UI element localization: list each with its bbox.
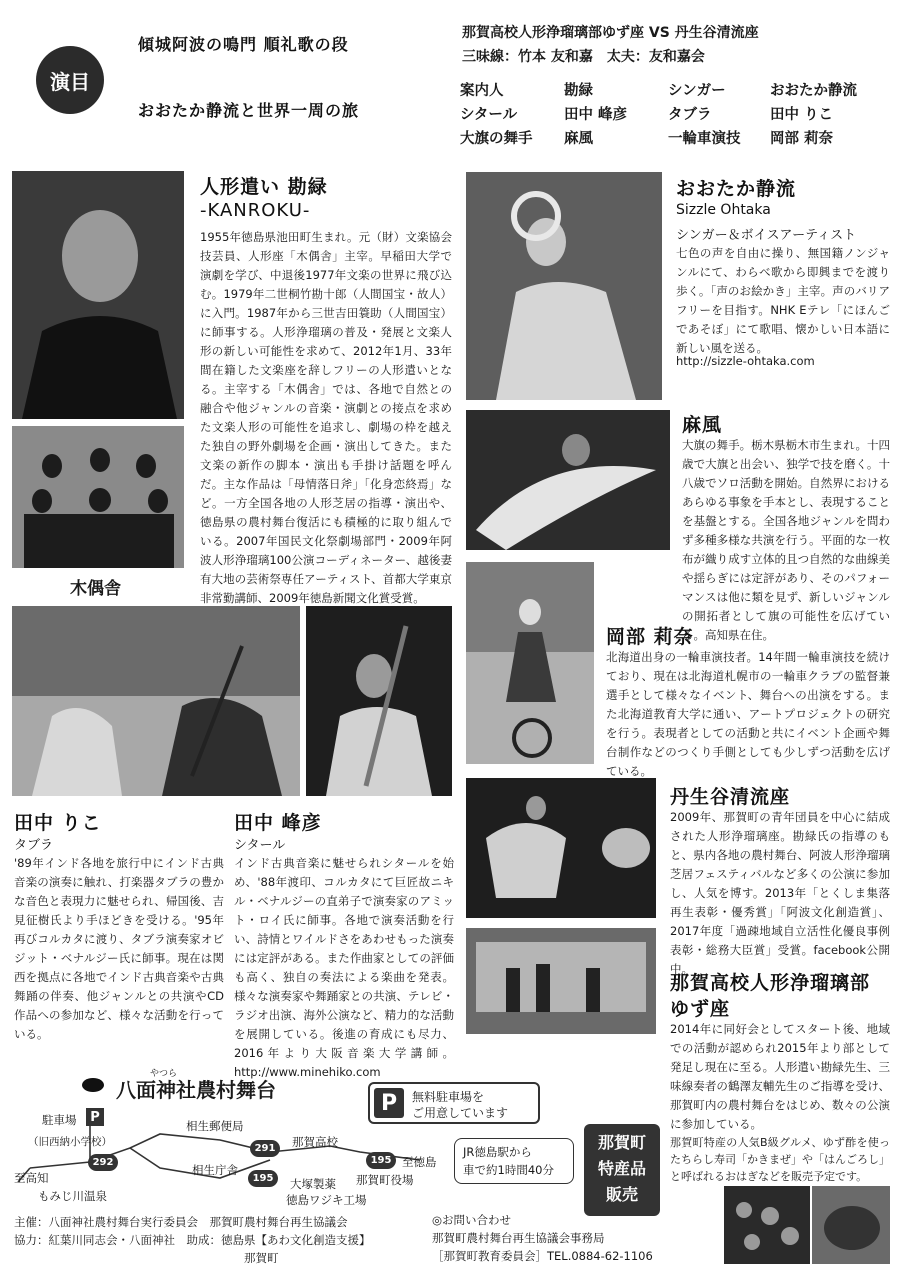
- riko-bio: '89年インド各地を旅行中にインド古典音楽の演奏に触れ、打楽器タブラの豊かな音色と表現力に魅せられ、帰国後、吉見征樹氏より手ほどきを受ける。'95年再びコルカタに渡り、タブラ演奏家オビジット・ベナルジー氏に師事。現在は関西を拠点に各地でインド古典音楽や古典舞踊の伴奏、他ジャンルとの共演やCD作品への参加など、様々な活動を行っている。: [14, 856, 224, 1041]
- map-label-school: （旧西納小学校）: [28, 1136, 112, 1148]
- yuzuza-name-2: ゆず座: [670, 998, 731, 1020]
- kanroku-bio: 1955年徳島県池田町生まれ。元（財）文楽協会技芸員、人形座「木偶舎」主宰。早稲田大学で演劇を学び、中退後1977年文楽の世界に飛び込む。1979年二世桐竹勘十郎（人間国宝・故人）に入門。1987年から三世吉田簑助（人間国宝）に師事する。人形浄瑠璃の普及・発展と文楽人形の新しい可能性を求めて、2012年1月、33年間在籍した文楽座を辞しフリーの人形遣いとなる。主宰する「木偶舎」では、各地で自然との融合や他ジャンルの音楽・演劇との接点を求めた文楽人形の可能性を追求し、劇場の枠を越えた独自の野外劇場を企画・演出してきた。また文楽の新作の脚本・演出も手掛け話題を呼んだ。主な作品は「母情落日斧」「化身恋終焉」など。一方全国各地の人形芝居の指導・演出や、徳島県の農村舞台復活にも積極的に取り組んでいる。2007年国民文化祭劇場部門・2009年阿波人形浄瑠璃100公演コーディネーター、越後妻有大地の芸術祭専任アーティスト、首都大学東京非常勤講師、2009年徳島新聞文化賞受賞。: [200, 230, 452, 605]
- deguchi-caption: 木偶舎: [70, 579, 121, 599]
- map-label-ohkura: 大塚製薬: [290, 1177, 336, 1191]
- ohtaka-photo: [466, 172, 662, 400]
- asakaze-photo: [466, 410, 670, 550]
- map-label-wajiki: 徳島ワジキ工場: [286, 1193, 367, 1207]
- ohagi-photo: [812, 1186, 890, 1264]
- match-title: 那賀高校人形浄瑠璃部ゆず座 VS 丹生谷清流座: [462, 25, 759, 41]
- map-label-parking: 駐車場: [42, 1113, 77, 1127]
- venue-name: 八面神社農村舞台: [116, 1078, 276, 1102]
- yuzuza-photo: [466, 928, 656, 1034]
- okabe-bio: 北海道出身の一輪車演技者。14年間一輪車演技を続けており、現在は北海道札幌市の一輪車クラブの監督兼選手として様々なイベント、舞台への出演をする。また北海道教育大学に通い、アートプロジェクトの研究を行う。表現者としての活動と共にイベント企画や舞台制作などのつくり手側としても少しずつ活動を広げている。: [606, 650, 890, 778]
- cast-row: 大旗の舞手 麻風 一輪車演技 岡部 莉奈: [460, 131, 834, 147]
- ohtaka-roman: Sizzle Ohtaka: [676, 202, 771, 218]
- map-label-post: 相生郵便局: [186, 1119, 244, 1133]
- map-label-onsen: もみじ川温泉: [38, 1189, 107, 1203]
- footer-host: 主催：八面神社農村舞台実行委員会 那賀町農村舞台再生協議会: [14, 1215, 348, 1229]
- specialty-text: 那賀町特産の人気B級グルメ、ゆず酢を使ったちらし寿司「かきまぜ」や「はんごろし」と呼ばれるおはぎなどを販売予定です。: [670, 1136, 890, 1183]
- minehiko-role: シタール: [234, 838, 286, 853]
- tabla-sitar-photo: [12, 606, 300, 796]
- program-title-1: 傾城阿波の鳴門 順礼歌の段: [138, 35, 349, 54]
- map-label-kochi: 至高知: [14, 1171, 49, 1185]
- map-parking-icon: P: [86, 1108, 104, 1126]
- specialty-line-2: 特産品: [597, 1159, 646, 1178]
- route-badge: 291: [250, 1140, 280, 1157]
- riko-role: タブラ: [14, 838, 54, 853]
- access-line-1: JR徳島駅から: [463, 1145, 532, 1159]
- contact-org: 那賀町農村舞台再生協議会事務局: [432, 1231, 605, 1245]
- asakaze-name: 麻風: [682, 414, 723, 436]
- cast-row: 案内人 勘緑 シンガー おおたか静流: [460, 83, 857, 99]
- minehiko-bio: インド古典音楽に魅せられシタールを始め、'88年渡印、コルカタにて巨匠故ニキル・ベナルジーの直弟子で演奏家のアミット・ロイ氏に師事。各地で演奏活動を行い、詩情とワイルドさをあわせもった演奏には定評がある。また作曲家としての評価も高く、独自の奏法による楽曲を発表。様々な演奏家や舞踊家との共演、テレビ・ラジオ出演、海外公演など、精力的な活動を展開している。後進の育成にも尽力、2016年より大阪音楽大学講師。http://www.minehiko.com: [234, 856, 454, 1079]
- map-label-high: 那賀高校: [292, 1135, 338, 1149]
- asakaze-bio: 大旗の舞手。栃木県栃木市生まれ。十四歳で大旗と出会い、独学で技を磨く。十八歳でソロ活動を開始。自然界におけるあらゆる事象を手本とし、表現することを基盤とする。全国各地ジャンルを問わず多種多様な共演を行う。平面的な一枚布が織り成す立体的且つ自然的な曲線美や揺らぎには定評があり、そのパフォーマンスは他に類を見ず、新しいジャンルの開拓者として旗の可能性を広げている。高知県在住。: [682, 438, 890, 642]
- riko-name: 田中 りこ: [14, 812, 102, 834]
- cast-row: シタール 田中 峰彦 タブラ 田中 りこ: [460, 107, 834, 123]
- okabe-name: 岡部 莉奈: [606, 626, 694, 648]
- specialty-line-1: 那賀町: [597, 1133, 646, 1152]
- kanroku-name: 人形遣い 勘緑: [200, 176, 328, 198]
- access-box: [454, 1138, 574, 1184]
- ohtaka-url[interactable]: http://sizzle-ohtaka.com: [676, 354, 815, 368]
- niuya-bio: 2009年、那賀町の青年団員を中心に結成された人形浄瑠璃座。勘緑氏の指導のもと、県内各地の農村舞台、阿波人形浄瑠璃芝居フェスティバルなど多くの公演に参加し、人気を博す。2013年「とくしま集落再生表彰・優秀賞」「阿波文化創造賞」、2017年度「過疎地域自立活性化優良事例表彰・総務大臣賞」受賞。facebook公開中。: [670, 810, 890, 976]
- cast-table: [460, 78, 857, 150]
- map-label-office: 相生庁舎: [192, 1163, 238, 1177]
- parking-note-2: ご用意しています: [412, 1106, 509, 1120]
- yuzuza-name-1: 那賀高校人形浄瑠璃部: [670, 972, 871, 994]
- route-badge: 292: [88, 1154, 118, 1171]
- map-label-town: 那賀町役場: [356, 1173, 414, 1187]
- ohtaka-name: おおたか静流: [676, 178, 797, 200]
- footer-cooperate-2: 那賀町: [244, 1251, 279, 1265]
- shamisen-line: 三味線：竹本 友和嘉 太夫：友和嘉会: [462, 49, 705, 65]
- specialty-line-3: 販売: [605, 1185, 638, 1204]
- route-badge: 195: [366, 1152, 396, 1169]
- venue-ruby: やつら: [150, 1069, 178, 1079]
- kakimaze-photo: [724, 1186, 810, 1264]
- asakaze-bio-1: [682, 436, 890, 642]
- niuya-photo: [466, 778, 656, 918]
- specialty-badge: [584, 1124, 660, 1216]
- ohtaka-role: シンガー＆ボイスアーティスト: [676, 228, 857, 243]
- program-badge: 演目: [36, 46, 104, 114]
- parking-icon: P: [374, 1088, 404, 1118]
- parking-note-1: 無料駐車場を: [412, 1090, 485, 1104]
- contact-label: ◎お問い合わせ: [432, 1213, 512, 1227]
- kanroku-roman: -KANROKU-: [200, 200, 311, 221]
- okabe-photo: [466, 562, 594, 764]
- program-title-2: おおたか静流と世界一周の旅: [138, 101, 360, 120]
- minehiko-name: 田中 峰彦: [234, 812, 322, 834]
- yuzuza-bio: 2014年に同好会としてスタート後、地域での活動が認められ2015年より部として発足し現在に至る。人形遣い勘緑先生、三味線奏者の鶴澤友輔先生のご指導を受け、那賀町内の農村舞台をはじめ、数々の公演に参加している。: [670, 1022, 890, 1131]
- kanroku-photo: [12, 171, 184, 419]
- minehiko-photo: [306, 606, 452, 796]
- access-line-2: 車で約1時間40分: [463, 1163, 554, 1177]
- contact-tel[interactable]: ［那賀町教育委員会］TEL.0884-62-1106: [432, 1249, 653, 1263]
- route-badge: 195: [248, 1170, 278, 1187]
- deguchi-group-photo: [12, 426, 184, 568]
- ohtaka-bio: 七色の声を自由に操り、無国籍ノンジャンルにて、わらべ歌から即興までを渡り歩く。「声のお絵かき」主宰。声のバリアフリーを目指す。NHK Eテレ「にほんごであそぼ」にて歌唱、懐かしい日本語に新しい風を送る。: [676, 246, 890, 355]
- niuya-name: 丹生谷清流座: [670, 786, 791, 808]
- map-label-tokushima: 至徳島: [402, 1155, 437, 1169]
- footer-cooperate: 協力：紅葉川同志会・八面神社 助成：徳島県【あわ文化創造支援】: [14, 1233, 371, 1247]
